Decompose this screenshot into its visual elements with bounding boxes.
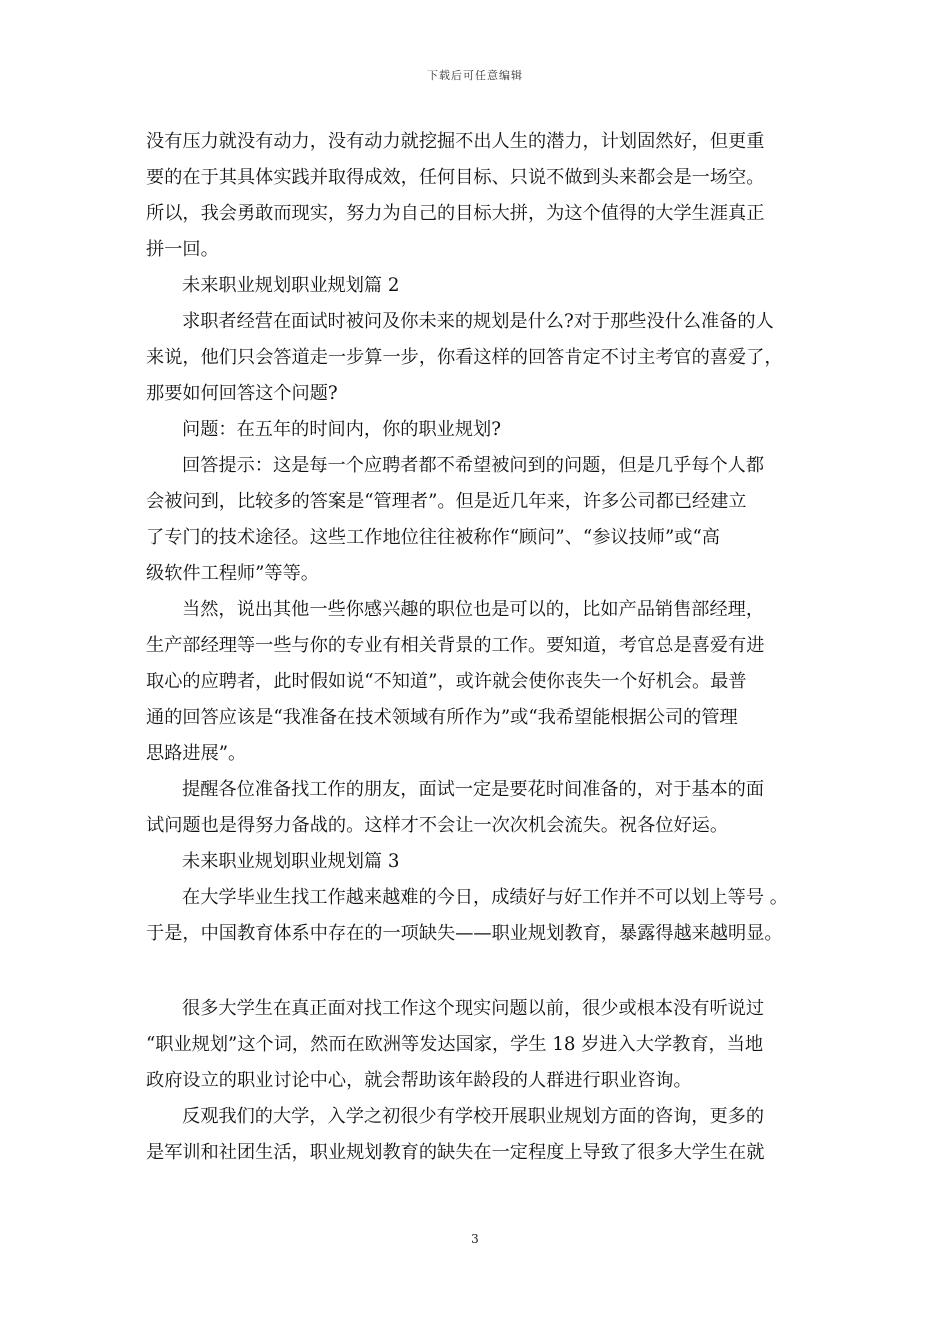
paragraph-gap xyxy=(146,952,806,991)
body-line: 所以，我会勇敢而现实，努力为自己的目标大拼，为这个值得的大学生涯真正 xyxy=(146,203,765,224)
body-line: 来说，他们只会答道走一步算一步，你看这样的回答肯定不讨主考官的喜爱了， xyxy=(146,347,783,368)
body-line: 问题：在五年的时间内，你的职业规划? xyxy=(182,419,501,440)
page-header: 下载后可任意编辑 xyxy=(427,69,523,82)
body-line: 回答提示：这是每一个应聘者都不希望被问到的问题，但是几乎每个人都 xyxy=(182,455,765,476)
body-line: 反观我们的大学，入学之初很少有学校开展职业规划方面的咨询，更多的 xyxy=(182,1106,765,1127)
body-line: 级软件工程师”等等。 xyxy=(146,563,319,584)
document-body xyxy=(146,124,806,1171)
body-line: 生产部经理等一些与你的专业有相关背景的工作。要知道，考官总是喜爱有进 xyxy=(146,635,765,656)
body-line: 当然，说出其他一些你感兴趣的职位也是可以的，比如产品销售部经理， xyxy=(182,599,765,620)
body-line: 通的回答应该是“我准备在技术领域有所作为”或“我希望能根据公司的管理 xyxy=(146,707,738,728)
body-line: 要的在于其具体实践并取得成效，任何目标、只说不做到头来都会是一场空。 xyxy=(146,167,765,188)
body-line: 提醒各位准备找工作的朋友，面试一定是要花时间准备的，对于基本的面 xyxy=(182,779,765,800)
page-number: 3 xyxy=(471,1232,479,1246)
body-line: 拼一回。 xyxy=(146,239,219,260)
body-line: 了专门的技术途径。这些工作地位往往被称作“顾问”、“参议技师”或“高 xyxy=(146,527,720,548)
body-line: 取心的应聘者，此时假如说“不知道”，或许就会使你丧失一个好机会。最普 xyxy=(146,671,747,692)
body-line: 是军训和社团生活，职业规划教育的缺失在一定程度上导致了很多大学生在就 xyxy=(146,1142,765,1163)
body-line: 会被问到，比较多的答案是“管理者”。但是近几年来，许多公司都已经建立 xyxy=(146,491,747,512)
body-line: 思路进展”。 xyxy=(146,743,247,764)
section-heading: 未来职业规划职业规划篇 3 xyxy=(182,851,400,872)
body-line: 很多大学生在真正面对找工作这个现实问题以前，很少或根本没有听说过 xyxy=(182,998,765,1019)
body-line: 在大学毕业生找工作越来越难的今日，成绩好与好工作并不可以划上等号 。 xyxy=(182,887,788,908)
body-line: 试问题也是得努力备战的。这样才不会让一次次机会流失。祝各位好运。 xyxy=(146,815,729,836)
body-line: “职业规划”这个词，然而在欧洲等发达国家，学生 18 岁进入大学教育，当地 xyxy=(146,1034,764,1055)
section-heading: 未来职业规划职业规划篇 2 xyxy=(182,275,400,296)
body-line: 那要如何回答这个问题? xyxy=(146,383,338,404)
body-line: 政府设立的职业讨论中心，就会帮助该年龄段的人群进行职业咨询。 xyxy=(146,1070,692,1091)
body-line: 求职者经营在面试时被问及你未来的规划是什么?对于那些没什么准备的人 xyxy=(182,311,774,332)
body-line: 于是，中国教育体系中存在的一项缺失——职业规划教育，暴露得越来越明显。 xyxy=(146,923,783,944)
body-line: 没有压力就没有动力，没有动力就挖掘不出人生的潜力，计划固然好，但更重 xyxy=(146,131,765,152)
